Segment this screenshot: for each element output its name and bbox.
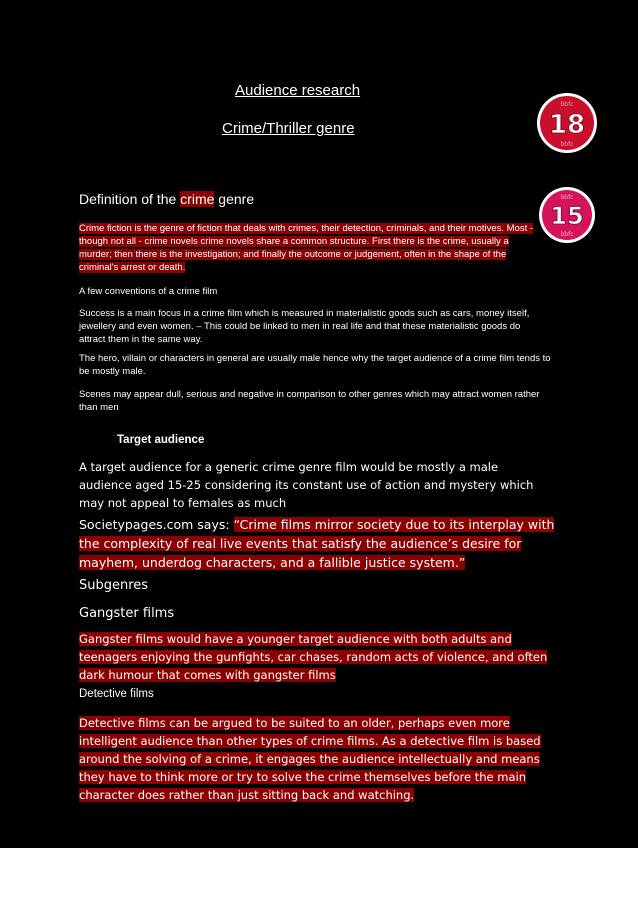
quote-text: “Crime films mirror society due to its interplay with the complexity of real live events that satisfy the audience’s desire for mayhem, underdog characters, and a fallible justice system.”	[79, 517, 555, 570]
target-audience-body: A target audience for a generic crime genre film would be mostly a male audience aged 15-25 considering its constant use of action and mystery which may not appeal to females as much	[79, 460, 534, 510]
conventions-heading: A few conventions of a crime film	[79, 286, 218, 297]
societypages-quote	[79, 515, 559, 572]
detective-films-body	[79, 714, 559, 804]
badge-15-watermark: bbfc	[560, 194, 574, 201]
definition-body	[79, 222, 541, 274]
conventions-paragraph-3: Scenes may appear dull, serious and negative in comparison to other genres which may attract women rather than men	[79, 389, 540, 413]
badge-15-watermark-bottom: bbfc	[560, 231, 574, 238]
target-audience-heading: Target audience	[117, 434, 205, 446]
definition-heading-highlight: crime	[180, 191, 215, 207]
subgenres-heading: Subgenres	[79, 578, 149, 593]
gangster-films-heading: Gangster films	[79, 606, 175, 621]
title-audience-research: Audience research	[235, 82, 361, 99]
definition-heading-post: genre	[214, 191, 255, 207]
badge-18-label: 18	[548, 110, 586, 140]
definition-body-text: Crime fiction is the genre of fiction that deals with crimes, their detection, criminals, and their motives. Most - though not all - crime novels crime novels share a common structure. First there is the crime, usually a murder; then there is the investigation; and finally the outcome or judgement, often in the shape of the criminal's arrest or death.	[79, 223, 534, 273]
badge-18-watermark-bottom: bbfc	[560, 141, 574, 148]
bbfc-15-rating-icon	[538, 186, 596, 244]
quote-source: Societypages.com says:	[79, 517, 234, 532]
detective-films-text: Detective films can be argued to be suited to an older, perhaps even more intelligent audience than other types of crime films. As a detective film is based around the solving of a crime, it engages the audience intellectually and means they have to think more or try to solve the crime themselves before the main character does rather than just sitting back and watching.	[79, 716, 541, 802]
badge-18-watermark: bbfc	[560, 101, 574, 108]
gangster-films-text: Gangster films would have a younger target audience with both adults and teenagers enjoying the gunfights, car chases, random acts of violence, and often dark humour that comes with gangster films	[79, 632, 548, 682]
bbfc-18-rating-icon	[536, 92, 598, 154]
definition-heading	[79, 191, 254, 207]
detective-films-heading: Detective films	[79, 688, 154, 700]
gangster-films-body	[79, 630, 554, 684]
title-crime-thriller: Crime/Thriller genre	[222, 120, 355, 137]
definition-heading-pre: Definition of the	[79, 191, 181, 207]
badge-15-label: 15	[550, 202, 584, 230]
conventions-paragraph-2: The hero, villain or characters in general are usually male hence why the target audience of a crime film tends to be mostly male.	[79, 353, 551, 377]
conventions-paragraph-1: Success is a main focus in a crime film which is measured in materialistic goods such as cars, money itself, jewellery and even women. – This could be linked to men in real life and that these materialistic goods do attract them in the same way.	[79, 308, 530, 345]
